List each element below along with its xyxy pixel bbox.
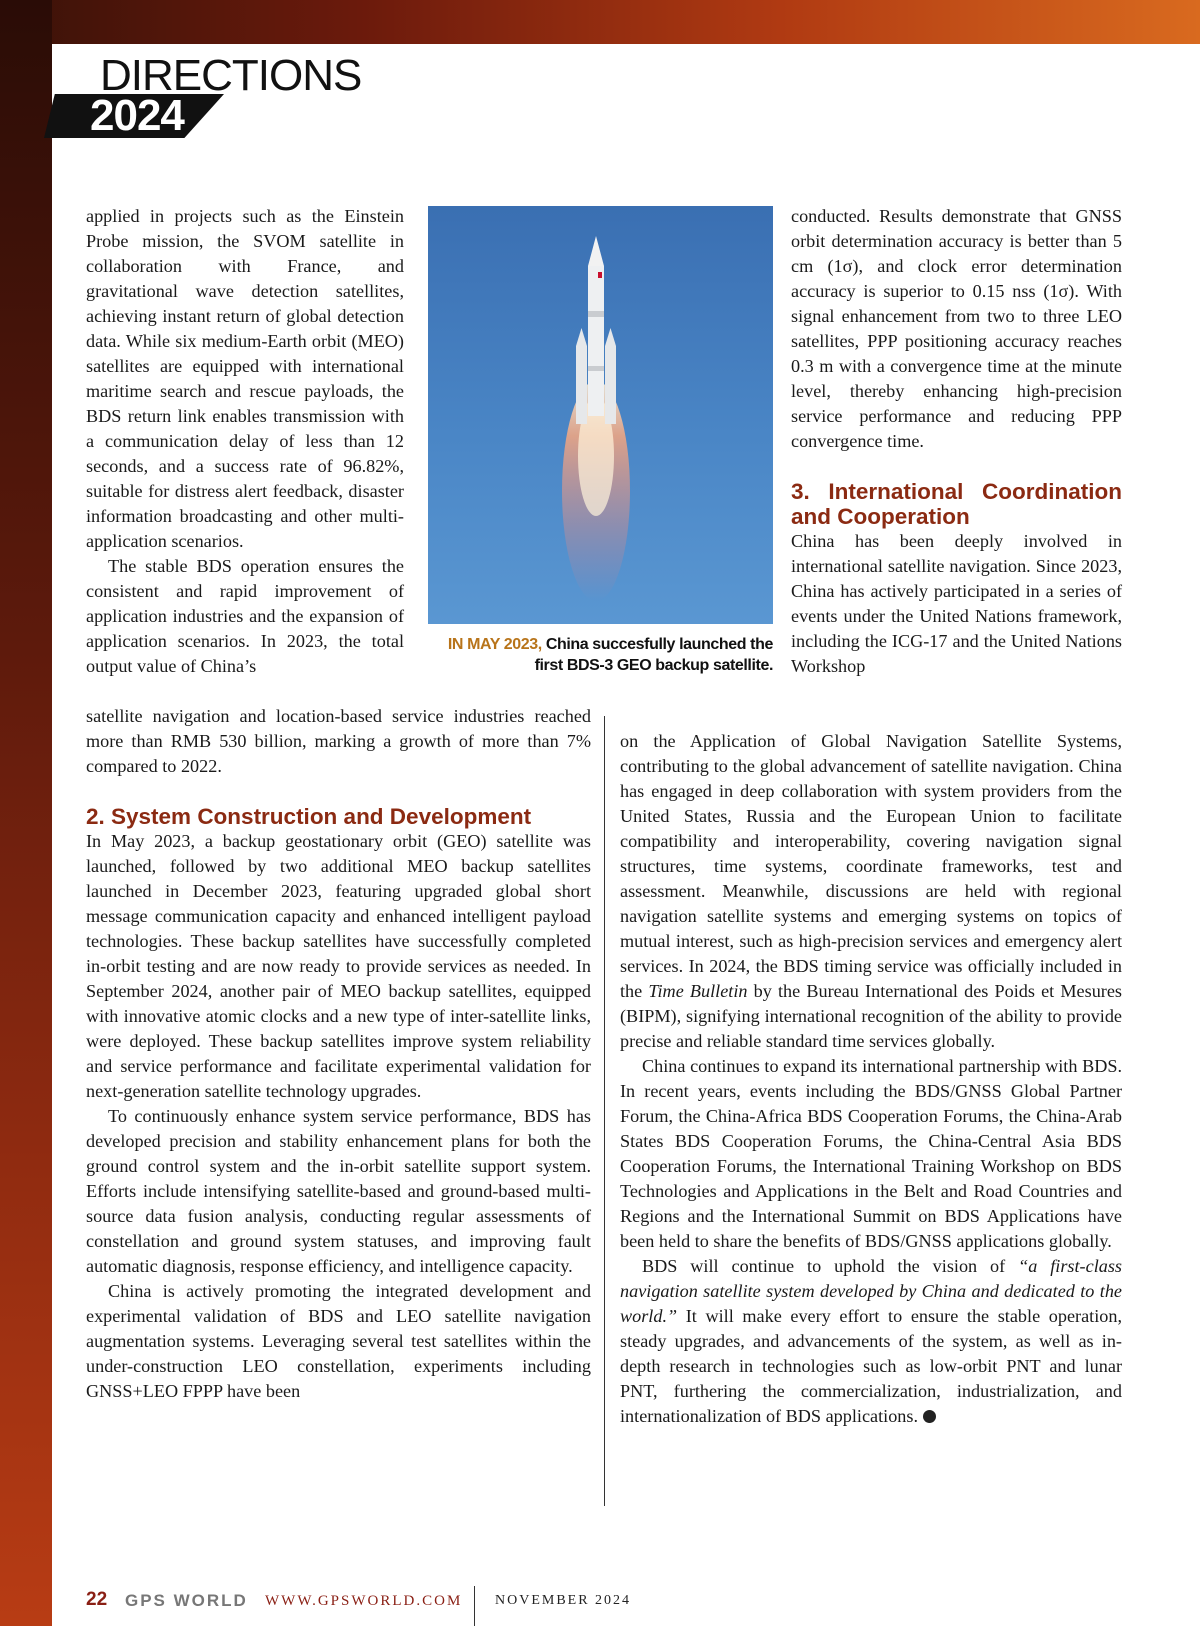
magazine-name: GPS WORLD (125, 1591, 248, 1610)
page-number: 22 (86, 1589, 108, 1610)
body-paragraph: China has been deeply involved in international satellite navigation. Since 2023, China has actively participated in a series of events under the United Nations framework, including the ICG-17 and the United Nations Workshop (791, 531, 1122, 676)
website-url[interactable]: WWW.GPSWORLD.COM (265, 1593, 463, 1609)
section-logo-word: DIRECTIONS (100, 51, 362, 100)
text-run: It will make every effort to ensure the stable operation, steady upgrades, and advancements of the system, as well as in-depth research in technologies such as low-orbit PNT and lunar PNT, furthering the commercialization, industrialization, and internationalization of BDS applications. (620, 1306, 1122, 1426)
text-run: BDS will continue to uphold the vision of (642, 1256, 1006, 1276)
caption-lead: IN MAY 2023, (447, 636, 542, 653)
body-paragraph: China is actively promoting the integrated development and experimental validation of BDS and LEO satellite navigation augmentation systems. Leveraging several test satellites within the under-construction LEO constellation, experiments including GNSS+LEO FPPP have been (86, 1281, 591, 1401)
body-paragraph: The stable BDS operation ensures the consistent and rapid improvement of application industries and the expansion of application scenarios. In 2023, the total output value of China’s (86, 556, 404, 676)
top-color-band (0, 0, 1200, 44)
column-2-main (620, 729, 1122, 1429)
column-1-main (86, 704, 591, 1404)
body-paragraph (620, 729, 1122, 1054)
text-run: on the Application of Global Navigation Satellite Systems, contributing to the global advancement of satellite navigation. China has engaged in deep collaboration with system providers from the United States, Russia and the European Union to facilitate compatibility and interoperability, covering navigation signal structures, time systems, coordinate frameworks, test and assessment. Meanwhile, discussions are held with regional navigation satellite systems and emerging systems on topics of mutual interest, such as high-precision services and emergency alert services. In 2024, the BDS timing service was officially included in the (620, 731, 1122, 1001)
left-color-band (0, 0, 52, 1626)
body-paragraph: To continuously enhance system service performance, BDS has developed precision and stability enhancement plans for both the ground control system and the in-orbit satellite support system. Efforts include intensifying satellite-based and ground-based multi-source data fusion analysis, conducting regular assessments of constellation and ground system statuses, and improving fault automatic diagnosis, response efficiency, and intelligence capacity. (86, 1106, 591, 1276)
photo-caption (428, 634, 773, 676)
column-3-top (791, 204, 1122, 679)
rocket-launch-photo (428, 206, 773, 624)
section-2-heading: 2. System Construction and Development (86, 804, 532, 829)
text-run: by the Bureau International des Poids et Mesures (BIPM), signifying international recognition of the ability to provide precise and reliable standard time services globally. (620, 981, 1122, 1051)
section-logo-year: 2024 (90, 91, 184, 140)
publication-title: Time Bulletin (648, 981, 748, 1001)
body-paragraph: In May 2023, a backup geostationary orbit (GEO) satellite was launched, followed by two additional MEO backup satellites launched in December 2023, featuring upgraded global short message communication capacity and enhanced intelligent payload technologies. These backup satellites have successfully completed in-orbit testing and are now ready to provide services as needed. In September 2024, another pair of MEO backup satellites, equipped with innovative atomic clocks and a new type of inter-satellite links, were deployed. These backup satellites improve system reliability and service performance and facilitate experimental validation for next-generation satellite technology upgrades. (86, 831, 591, 1101)
body-paragraph (620, 1254, 1122, 1429)
body-paragraph: satellite navigation and location-based service industries reached more than RMB 530 billion, marking a growth of more than 7% compared to 2022. (86, 706, 591, 776)
issue-date: NOVEMBER 2024 (495, 1593, 632, 1608)
column-divider (604, 716, 605, 1506)
body-paragraph: China continues to expand its international partnership with BDS. In recent years, events including the BDS/GNSS Global Partner Forum, the China-Africa BDS Cooperation Forums, the China-Arab States BDS Cooperation Forums, the China-Central Asia BDS Cooperation Forums, the International Training Workshop on BDS Technologies and Applications in the Belt and Road Countries and Regions and the International Summit on BDS Applications have been held to share the benefits of BDS/GNSS applications globally. (620, 1056, 1122, 1251)
body-paragraph: conducted. Results demonstrate that GNSS orbit determination accuracy is better than 5 cm (1σ), and clock error determination accuracy is superior to 0.15 nss (1σ). With signal enhancement from two to three LEO satellites, PPP positioning accuracy reaches 0.3 m with a convergence time at the minute level, thereby enhancing high-precision service performance and reducing PPP convergence time. (791, 206, 1122, 451)
end-mark-icon (923, 1410, 936, 1423)
rocket-illustration (428, 206, 773, 624)
column-1-top (86, 204, 404, 679)
caption-text: China succesfully launched the first BDS-3 GEO backup satellite. (534, 636, 773, 674)
footer-divider (474, 1586, 475, 1626)
vision-quote: “a first-class navigation satellite system developed by China and dedicated to the world.” (620, 1256, 1122, 1326)
body-paragraph: applied in projects such as the Einstein Probe mission, the SVOM satellite in collaboration with France, and gravitational wave detection satellites, achieving instant return of global detection data. While six medium-Earth orbit (MEO) satellites are equipped with international maritime search and rescue payloads, the BDS return link enables transmission with a communication delay of less than 12 seconds, and a success rate of 96.82%, suitable for distress alert feedback, disaster information broadcasting and other multi-application scenarios. (86, 206, 404, 551)
section-3-heading: 3. International Coordination and Cooperation (791, 479, 1122, 529)
